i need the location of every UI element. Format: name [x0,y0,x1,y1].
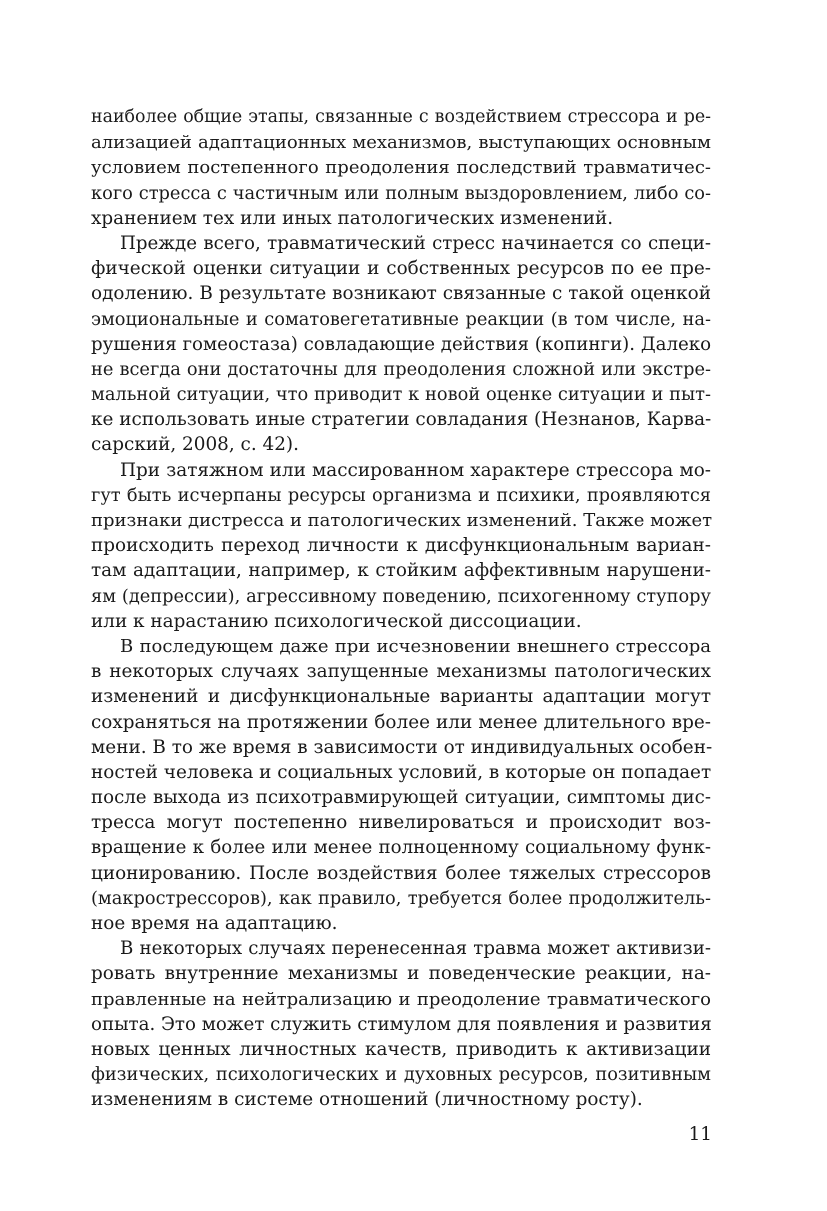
text-line: изменений и дисфункциональные варианты адаптации могут [91,686,711,708]
text-line: опыта. Это может служить стимулом для появления и развития [91,1013,712,1035]
text-line: мальной ситуации, что приводит к новой оценке ситуации и пыт- [91,384,711,406]
text-line: в некоторых случаях запущенные механизмы патологических [91,661,711,683]
text-line: ровать внутренние механизмы и поведенческие реакции, на- [91,963,711,985]
text-line: сохраняться на протяжении более или менее длительного вре- [91,711,711,733]
text-line: одолению. В результате возникают связанные с такой оценкой [91,283,711,305]
page-number: 11 [688,1124,712,1145]
text-line: ционированию. После воздействия более тяжелых стрессоров [91,862,711,884]
text-line: изменениям в системе отношений (личностному росту). [91,1089,643,1111]
text-line: Прежде всего, травматический стресс начинается со специ- [120,232,711,254]
text-line: признаки дистресса и патологических изменений. Также может [91,510,713,531]
paragraph-1 [91,105,711,231]
text-line: ализацией адаптационных механизмов, выступающих основным [91,132,711,154]
text-line: ностей человека и социальных условий, в которые он попадает [91,761,712,783]
text-line: условием постепенного преодоления последствий травматичес- [91,157,711,179]
text-line: тресса могут постепенно нивелироваться и происходит воз- [91,812,711,834]
text-line: (макрострессоров), как правило, требуется более продолжитель- [91,887,711,909]
text-line: В последующем даже при исчезновении внешнего стрессора [120,635,711,657]
text-line: гут быть исчерпаны ресурсы организма и психики, проявляются [91,484,711,506]
text-line: В некоторых случаях перенесенная травма может активизи- [120,938,711,960]
text-line: мени. В то же время в зависимости от индивидуальных особен- [91,736,713,758]
text-line: после выхода из психотравмирующей ситуации, симптомы дис- [91,787,711,809]
text-line: фической оценки ситуации и собственных ресурсов по ее пре- [91,258,711,280]
text-line: наиболее общие этапы, связанные с воздействием стрессора и ре- [91,107,711,127]
text-line: ям (депрессии), агрессивному поведению, психогенному ступору [91,585,711,607]
paragraph-5 [91,936,711,1112]
text-line: ке использовать иные стратегии совладания (Незнанов, Карва- [91,409,712,431]
paragraph-4 [91,634,711,936]
text-line: вращение к более или менее полноценному социальному функ- [91,837,711,859]
text-line: физических, психологических и духовных ресурсов, позитивным [91,1064,711,1086]
body-text [91,105,711,1113]
text-line: эмоциональные и соматовегетативные реакции (в том числе, на- [91,308,711,330]
text-line: новых ценных личностных качеств, приводить к активизации [91,1038,711,1060]
text-line: там адаптации, например, к стойким аффективным нарушени- [91,560,711,582]
text-line: правленные на нейтрализацию и преодоление травматического [91,988,711,1010]
text-line: кого стресса с частичным или полным выздоровлением, либо со- [91,182,711,204]
text-line: не всегда они достаточны для преодоления сложной или экстре- [91,358,711,380]
text-line: При затяжном или массированном характере стрессора мо- [120,459,711,481]
text-line: сарский, 2008, с. 42). [91,434,299,456]
text-line: хранением тех или иных патологических изменений. [91,207,614,229]
text-line: или к нарастанию психологической диссоциации. [91,610,582,632]
text-line: ное время на адаптацию. [91,913,338,934]
text-line: происходить переход личности к дисфункциональным вариан- [91,535,711,557]
text-line: рушения гомеостаза) совладающие действия (копинги). Далеко [91,333,712,355]
paragraph-2 [91,231,711,458]
paragraph-3 [91,458,711,634]
